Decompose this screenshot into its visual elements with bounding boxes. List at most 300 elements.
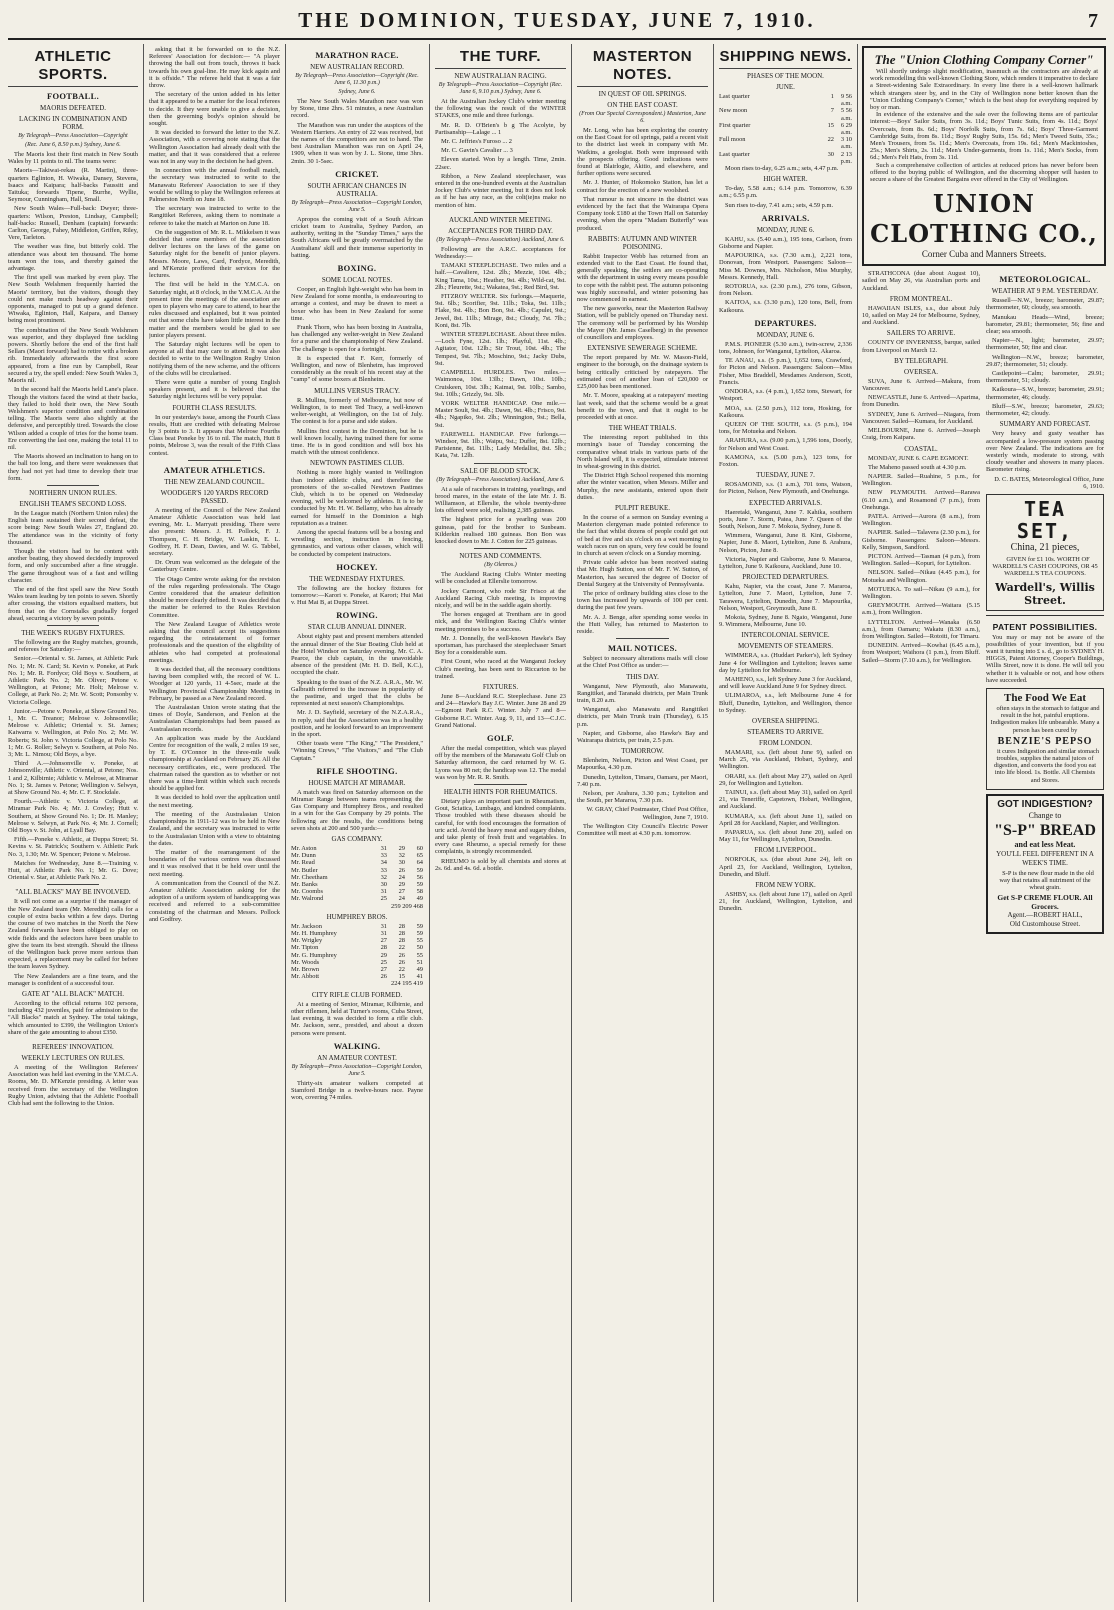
ad-brand: "S-P" BREAD <box>994 821 1096 839</box>
table-cell-name: Mr. Tipton <box>291 944 319 952</box>
table-cell-name: Last quarter <box>719 93 750 100</box>
article-paragraph: In our yesterday's issue, among the Fourth Class results, Hutt are credited with defeating Melrose by 3 points to 3. It appears that Melrose Fourths Class beat Poneke by 16 to nil. The match, Hutt 8 points, Melrose 3, was the result of the Fifth Class contest. <box>149 413 280 457</box>
table-row <box>291 937 423 944</box>
article-paragraph: Moon rises to-day, 6.25 a.m.; sets, 4.47 p.m. <box>725 165 839 173</box>
ad-headline: The Food We Eat <box>1003 691 1086 704</box>
union-clothing-advertisement <box>862 46 1106 266</box>
table-row <box>291 923 423 930</box>
masthead <box>8 4 1106 40</box>
ad-text: Such a comprehensive collection of articles at reduced prices has never before been offered to the buying public of Wellington, and the discerning shopper will hasten to secure a share of the Greatest Bargains ever offered in the City of Wellington. <box>870 161 1098 184</box>
article-paragraph: The New South Wales Marathon race was won by Stone, time 2hrs. 51 minutes, a new Australian record. <box>291 98 423 120</box>
subheading: FOOTBALL. <box>46 91 100 101</box>
table-cell-value: 50 <box>416 944 423 952</box>
article-paragraph: MAHENO, s.s., left Sydney June 3 for Auckland, and will leave Auckland June 9 for Sydney direct. <box>719 675 852 691</box>
article-paragraph: ASHBY, s.s. (left about June 17), sailed on April 21, for Auckland, Wellington, Lyttelton, and Dunedin. <box>719 891 852 913</box>
divider <box>188 460 240 461</box>
article-paragraph: The Australasian Union wrote stating that the times of Doyle, Sanderson, and Fenlon at the Australasian Championships had been passed as Australasian records. <box>149 704 280 733</box>
subheading: PROJECTED DEPARTURES. <box>742 573 829 582</box>
article-paragraph: Mr. T. Moore, speaking at a ratepayers' meeting last week, said that the scheme would be a great benefit to the town, and that it ought to be proceeded with at once. <box>577 392 708 421</box>
section-heading: THE TURF. <box>435 48 566 69</box>
article-paragraph: Speaking to the toast of the N.Z. A.R.A., Mr. W. Galbraith referred to the increase in popularity of the pastime, and urged that the clubs be represented at next season's Championships. <box>291 678 423 708</box>
sp-bread-advertisement <box>986 794 1104 935</box>
article-paragraph: The Saturday night lectures will be open to anyone at all that may care to attend. It was also decided to write to the Wellington Rugby Union notifying them of the new scheme, and the officers of the clubs will be circularised. <box>149 340 280 377</box>
byline: (By Olenros.) <box>484 562 517 569</box>
subheading: SOME LOCAL NOTES. <box>321 276 393 285</box>
weather-and-ads <box>986 270 1104 934</box>
table-cell-value: 65 <box>416 852 423 860</box>
article-paragraph: The New Zealanders are a fine team, and the manager is confident of a successful tour. <box>8 972 138 987</box>
article-paragraph: KUMARA, s.s. (left about June 1), sailed on April 28 for Auckland, Napier, and Wellington. <box>719 812 852 827</box>
subheading: REFEREES' INNOVATION. <box>32 1042 114 1051</box>
article-paragraph: Among the special features will be a boxing and wrestling section, instruction in fencing, gymnastics, and various other classes, which will be conducted by competent instructors. <box>291 528 423 558</box>
subheading: FOURTH CLASS RESULTS. <box>172 403 257 412</box>
article-paragraph: PICTON. Arrived—Tasman (4 p.m.), from Wellington. Sailed—Kopuri, for Lyttelton. <box>862 552 980 568</box>
table-cell-value: 9 56 a.m. <box>840 93 852 108</box>
article-paragraph: A meeting of the Wellington Referees' Association was held last evening in the Y.M.C.A. Rooms, Mr. D. M'Kenzie presiding. A letter was received from the secretary of the Wellington Rugby Union, advising that the Athletic Football Club had sent the following to the Union. <box>8 1063 138 1107</box>
article-paragraph: The Maoris lost their first match in New South Wales by 11 points to nil. The teams were: <box>8 151 138 166</box>
subheading: STEAMERS TO ARRIVE. <box>747 728 824 736</box>
article-paragraph: SYDNEY, June 6. Arrived—Niagara, from Vancouver. Sailed—Kumara, for Auckland. <box>862 410 980 425</box>
ad-headline: PATENT POSSIBILITIES. <box>992 621 1098 632</box>
table-cell-value: 64 <box>416 859 423 867</box>
article-paragraph: ORARI, s.s. (left about May 27), sailed on April 29, for Wellington and Lyttelton. <box>719 772 852 787</box>
article-paragraph: Kahu, Napier, via the coast, June 7. Mararoa, Lyttelton, June 7. Maori, Lyttelton, June 7. Tarawera, Lyttelton, Dunedin, June 7. Mapourika, Nelson, Westport, Greymouth, June 8. <box>719 583 852 612</box>
article-paragraph: QUEEN OF THE SOUTH, s.s. (5 p.m.), 194 tons, for Motueka and Nelson. <box>719 420 852 436</box>
article-paragraph: In connection with the annual football match, the secretary was instructed to write to the Manawatu Referees' Association to see if they would be willing to play the Wellington referees at Palmerston North on June 18. <box>149 167 280 204</box>
section-heading: WALKING. <box>333 1040 381 1051</box>
table-row <box>291 859 423 866</box>
table-cell-value: 28 <box>398 922 405 930</box>
article-paragraph: LYTTELTON. Arrived—Wanaka (6.50 a.m.), from Oamaru; Wakatu (8.30 a.m.), from Wellington. Sailed—Rotoiti, for Timaru. <box>862 618 980 640</box>
table-cell-value: 15 <box>398 973 405 981</box>
article-paragraph: KAMONA, s.s. (5.00 p.m.), 123 tons, for Foxton. <box>719 453 852 468</box>
article-paragraph: Blenheim, Nelson, Picton and West Coast, per Mapourika, 4.30 p.m. <box>577 757 708 772</box>
article-paragraph: Wanganui, also Manawatu and Rangitikei districts, per Main Trunk train (Thursday), 6.15 p.m. <box>577 706 708 728</box>
article-paragraph: First Count, who raced at the Wanganui Jockey Club's meeting, has been sent to Riccarton to be trained. <box>435 658 566 680</box>
article-paragraph: A meeting of the Council of the New Zealand Amateur Athletic Association was held last evening, Mr. L. Marryatt presiding. There were also present: Messrs. J. H. Pollock, F. J. Thompson, C. H. Bridge, W. Laskin, E. L. Godfrey, H. F. Dean, Davies, and W. G. Tabbel, secretary. <box>149 506 280 557</box>
article-paragraph: After the medal competition, which was played off by the members of the Manawatu Golf Club on Saturday afternoon, the card returned by W. G. Lyons was 80 net; the handicap was 12. The medal was won by Mr. R. R. Smith. <box>435 745 566 781</box>
ad-headline: GOT INDIGESTION? <box>997 798 1093 810</box>
article-paragraph: Napier—N., light; barometer, 29.97; thermometer, 50; fine and clear. <box>986 337 1104 352</box>
article-paragraph: TE ANAU, s.s. (5 p.m.), 1,652 tons, Crawford, for Picton and Nelson. Passengers: Saloon—Miss Fisher, Miss Braddell, Mesdames Anderson, Scott, Francis. <box>719 357 852 386</box>
article-paragraph: Mullins first contest in the Dominion, but he is well known locally, having trained there for some time. He is in good condition and will box his match with the utmost confidence. <box>291 427 423 457</box>
table-cell-value: 27 <box>380 966 387 974</box>
section-heading: MAIL NOTICES. <box>607 643 678 654</box>
table-cell-value: 28 <box>398 930 405 938</box>
table-cell-value: 55 <box>416 937 423 945</box>
ad-text: In evidence of the extensive and the sale over the following items are of particular interest:—Boys' Sailor Suits, from 3s. 11d.; Boys' Tunic Suits, from 4s. 11d.; Boys' Overcoats, from 8s. 6d.; Boys' Norfolk Suits, from 7s. 6d.; Boys' Three-Garment Cambridge Suits, from 8s. 11d.; Boys' Rugby Suits, 15s. 6d.; Men's Tweed Suits, 35s.; Men's Trousers, from 5s. 11d.; Men's Overcoats, from 19s. 6d.; Men's Mackintoshes, 25s.; Men's Shirts, 2s. 11d.; Men's Under-garments, from 1s. 11d.; Men's Socks, from 6d.; Men's Felt Hats, from 3s. 11d. <box>870 111 1098 162</box>
article-paragraph: TAINUI, s.s. (left about May 31), sailed on April 21, via Teneriffe, Capetown, Hobart, Wellington, and Auckland. <box>719 789 852 811</box>
article-paragraph: Manukau Heads—Wind, breeze; barometer, 29.81; thermometer, 56; fine and clear; sea smooth. <box>986 313 1104 336</box>
ad-text: Get S-P CREME FLOUR. All Grocers. <box>997 893 1093 912</box>
subheading: WEATHER AT 9 P.M. YESTERDAY. <box>991 287 1099 296</box>
ad-text: often stays in the stomach to fatigue and result in the hot, painful eruptions. Indigestion makes life unbearable. Many a person has been cured by <box>990 704 1100 734</box>
divider <box>616 638 668 639</box>
section-heading: METEOROLOGICAL. <box>999 274 1091 285</box>
article-paragraph: MOA, s.s. (2.50 p.m.), 112 tons, Hosking, for Kaikoura. <box>719 404 852 419</box>
article-paragraph: asking that it be forwarded on to the N.Z. Referees' Association for decision:— "A player throwing the ball out from touch, throws it back towards his own goal-line. He may kick again and it is offside." The referee held that it was a fair throw. <box>149 46 280 90</box>
article-paragraph: Mr. J. Hunter, of Hokomoko Station, has let a contract for the erection of a new woolshed. <box>577 179 708 194</box>
article-paragraph: NELSON. Sailed—Nikau (4.45 p.m.), for Motueka and Wellington. <box>862 569 980 584</box>
article-paragraph: Matches for Wednesday, June 8.—Training v. Hutt, at Athletic Park No. 1; Mr. G. Dove; Oriental v. Star, at Athletic Park No. 2. <box>8 859 138 882</box>
subheading: JUNE. <box>776 83 795 91</box>
table-cell-value: 31 <box>380 930 387 938</box>
section-heading: MARATHON RACE. <box>315 50 399 60</box>
article-paragraph: According to the official returns 102 persons, including 432 juveniles, paid for admission to the "All Blacks" match at Sydney. The total takings, which amounted to £399, the Wellington Union's share of the gate amounting to about £350. <box>8 999 138 1036</box>
table-cell-value: 26 <box>398 951 405 959</box>
column-rule <box>285 44 286 1602</box>
table-cell-name: Mr. Woods <box>291 958 320 966</box>
subheading: THE WHEAT TRIALS. <box>608 424 677 433</box>
subheading: FROM LONDON. <box>759 739 812 747</box>
ad-signature: Wardell's, Willis Street. <box>995 580 1095 607</box>
article-paragraph: It is expected that F. Kerr, formerly of Wellington, and now of Blenheim, has improved considerably as the result of his recent stay at the "camp" of some boxers at Blenheim. <box>291 354 423 384</box>
ad-headline: TEA SET, <box>1016 496 1074 543</box>
section-heading: ROWING. <box>336 610 378 621</box>
subheading: FROM MONTREAL. <box>889 294 953 303</box>
article-paragraph: Though the visitors had to be content with another beating, they showed decidedly improved form, and only succumbed after a fine struggle. The game throughout was of a fast and willing character. <box>8 547 138 584</box>
article-paragraph: ROTORUA, s.s. (2.30 p.m.), 276 tons, Gibson, from Nelson. <box>719 283 852 298</box>
table-cell-name: Mr. Jackson <box>291 922 322 930</box>
article-paragraph: The Maheno passed south at 4.30 p.m. <box>868 463 967 471</box>
team-label: HUMPHREY BROS. <box>326 912 388 921</box>
section-heading: BOXING. <box>337 263 377 274</box>
table-cell-value: 27 <box>380 937 387 945</box>
byline: (By Telegraph—Press Association) Auckland, June 6. <box>436 476 565 483</box>
column-rule <box>713 44 714 1602</box>
table-cell-value: 3 10 a.m. <box>840 136 852 151</box>
article-paragraph: PATEA. Arrived—Aurora (8 a.m.), from Wellington. <box>862 512 980 528</box>
article-paragraph: WIMMERA, s.s. (Huddart Parker's), left Sydney June 4 for Wellington and Lyttelton; leaves same day by Lyttelton for Melbourne. <box>719 652 852 674</box>
article-paragraph: Mr. J. Donnelly, the well-known Hawke's Bay sportsman, has purchased the steeplechaser Smart Boy for a considerable sum. <box>435 634 566 657</box>
table-cell-value: 5 56 a.m. <box>840 107 852 122</box>
article-paragraph: RHEUMO is sold by all chemists and stores at 2s. 6d. and 4s. 6d. a bottle. <box>435 857 566 872</box>
ad-agent: Agent.—ROBERT HALL, <box>1007 911 1083 920</box>
subheading: LACKING IN COMBINATION AND FORM. <box>19 115 127 131</box>
article-paragraph: Wimmera, Wanganui, June 8. Kini, Gisborne, Napier, June 8. Maori, Lyttelton, June 8. Arahura, Nelson, Picton, June 8. <box>719 532 852 554</box>
article-paragraph: R. Mullins, formerly of Melbourne, but now of Wellington, is to meet Ted Tracy, a well-known welter-weight, at Wellington, on the 1st of July. The contest is for a purse and side stakes. <box>291 396 423 426</box>
article-paragraph: A communication from the Council of the N.Z. Amateur Athletic Association asking for the adoption of a uniform system of handicapping was received and referred to a sub-committee consisting of the chairman and Messrs. Pollock and Godfrey. <box>149 879 280 923</box>
article-paragraph: MAMARI, s.s. (left about June 9), sailed on March 25, via Auckland, Hobart, Sydney, and Wellington. <box>719 749 852 771</box>
table-cell-value: 22 <box>827 136 834 144</box>
article-paragraph: Nothing is more highly wanted in Wellington than indoor athletic clubs, and therefore the promoters of the so-called Newtown Pastimes Club, which is to be opened on Wednesday evening, will be welcomed by athletes. It is to be conducted by Mr. H. W. Bellamy, who has already earned for himself in the Dominion a high reputation as a trainer. <box>291 469 423 527</box>
subheading: BY TELEGRAPH. <box>894 356 948 365</box>
ad-text: YOU'LL FEEL DIFFERENT IN A WEEK'S TIME. <box>996 849 1094 867</box>
subheading: COASTAL. <box>904 444 938 453</box>
subheading: THIS DAY. <box>626 672 659 681</box>
table-row <box>719 93 852 107</box>
table-cell-value: 6 29 a.m. <box>840 121 852 137</box>
article-paragraph: June 8—Auckland R.C. Steeplechase. June 23 and 24—Hawke's Bay J.C. Winter. June 28 and 29—Egmont Park R.C. Winter. July 7 and 8—Gisborne R.C. Winter. Aug. 9, 11, and 13—C.J.C. Grand National. <box>435 693 566 729</box>
article-paragraph: The New Zealand League of Athletics wrote asking that the council accept its suggestions regarding the reinstatement of former professionals and the question of the eligibility of athletes who had competed at professional meetings. <box>149 620 280 664</box>
section-heading: DEPARTURES. <box>754 317 817 328</box>
table-cell-value: 59 <box>416 922 423 930</box>
table-cell-value: 49 <box>416 895 423 903</box>
subheading: "ALL BLACKS" MAY BE INVOLVED. <box>15 888 131 897</box>
article-paragraph: New South Wales—Full-back: Dwyer; three-quarters: Wilson, Preston, Lindsay, Campbell; half-backs: Russell, Denham (captain) forwards: Carlton, George, Fahey, Middleton, Griffen, Riley, Vere, Tarleton. <box>8 205 138 242</box>
table-row <box>719 151 852 165</box>
article-paragraph: NAPIER. Sailed—Ruahine, 5 p.m., for Wellington. <box>862 472 980 488</box>
article-paragraph: It will not come as a surprise if the manager of the New Zealand team (Mr. Meredith) calls for a couple of extra backs within a few days. During the course of two matches in the North the New Zealand forwards have been obliged to play on wide fields and the selectors have been unable to give the team its best strength. Should the illness of the Wellington back prove more serious than expected, a replacement may be called for before the team leaves Sydney. <box>8 898 138 971</box>
divider <box>474 463 526 464</box>
table-row <box>291 944 423 951</box>
tea-set-advertisement <box>986 494 1104 611</box>
table-row <box>291 874 423 881</box>
table-cell-value: 60 <box>416 845 423 853</box>
ad-text: S-P is the new flour made in the old way that retains all nutriment of the wheat grain. <box>999 869 1094 892</box>
column-7 <box>862 46 1106 1602</box>
moon-phase-table <box>719 93 852 165</box>
article-paragraph: Mr. C. Gavin's Cavalier ... 3 <box>441 147 513 155</box>
subheading: CITY RIFLE CLUB FORMED. <box>311 990 403 999</box>
article-paragraph: NEWCASTLE, June 6. Arrived—Aparima, from Dunedin. <box>862 394 980 409</box>
table-row <box>291 881 423 888</box>
article-paragraph: YORK WELTER HANDICAP. One mile.—Master Soult, 9st. 4lb.; Dawn, 9st. 4lb.; Frisco, 9st. 4lb.; Ngapiko, 9st. 2lb.; Winnington, 9st.; Bella, 9st. <box>435 399 566 429</box>
article-paragraph: Kaikoura—S.W., breeze; barometer, 29.91; thermometer, 46; cloudy. <box>986 386 1104 401</box>
table-row <box>291 867 423 874</box>
divider <box>47 485 99 486</box>
article-paragraph: Fourth.—Athletic v. Victoria College, at Miramar Park No. 4; Mr. J. Cowley; Hutt v. Southern, at Show Ground No. 1; Dr. H. Manley; Melrose v. Selwyn, at Park No. 4; Mr. J. Cornell; Old Boys v. St. John, at Lyall Bay. <box>8 798 138 835</box>
section-heading: RIFLE SHOOTING. <box>316 765 398 776</box>
subheading: AUCKLAND WINTER MEETING. <box>448 215 553 224</box>
article-paragraph: Nelson, per Arahura, 3.30 p.m.; Lyttelton and the South, per Mararoa, 7.30 p.m. <box>577 790 708 805</box>
article-paragraph: Rabbit Inspector Webb has returned from an extended visit to the East Coast. He found that, generally speaking, the settlers are co-operating with the department in using every means possible to cope with the rabbit pest. The autumn poisoning was highly successful, and winter poisoning has now commenced in earnest. <box>577 252 708 304</box>
article-paragraph: The end of the first spell saw the New South Wales team leading by ten points to seven. Shortly after crossing, the visitors equalised matters, but from that on the Cornstalks gradually forged ahead, securing a victory by seven points. <box>8 585 138 622</box>
article-paragraph: GREYMOUTH. Arrived—Waitara (5.15 a.m.), from Wellington. <box>862 602 980 617</box>
article-paragraph: The following are the hockey fixtures for tomorrow:—Karori v. Poneke, at Karori; Hui Mai v. Hui Mai B, at Duppa Street. <box>291 584 423 607</box>
subheading: NOTES AND COMMENTS. <box>459 552 542 561</box>
article-paragraph: It was decided that, all the necessary conditions having been complied with, the record of W. L. Woodger at 120 yards, 11 4-5sec, made at the Wellington Provincial Championship Meeting in February, be passed as a New Zealand record. <box>149 666 280 702</box>
table-cell-value: 58 <box>416 888 423 896</box>
subheading: OVERSEA SHIPPING. <box>752 717 819 725</box>
table-total <box>291 903 423 910</box>
table-cell-name: Mr. Dunn <box>291 852 316 860</box>
table-cell-name: Mr. Abbott <box>291 973 320 981</box>
article-paragraph: An application was made by the Auckland Centre for recognition of the walk, 2 miles 19 sec, by T. E. O'Connor in the three-mile walk championship at Auckland on February 26. All the necessary certificates, etc., were produced. The chairman raised the question as to whether or not there was a time-limit within which such records should be applied for. <box>149 734 280 793</box>
byline: By Telegraph—Press Association—Copyright London, June 5. <box>291 199 423 213</box>
table-cell-value: 24 <box>398 873 405 881</box>
subheading: PHASES OF THE MOON. <box>747 72 824 80</box>
table-cell-value: 28 <box>380 944 387 952</box>
article-paragraph: A match was fired on Saturday afternoon on the Miramar Range between teams representing the Gas Company and Humphrey Bros., and resulted in a win for the Gas Company by 29 points. The following are the results, the conditions being seven shots at 200 and 500 yards:— <box>291 788 423 832</box>
divider <box>47 625 99 626</box>
article-paragraph: Junior.—Petone v. Poneke, at Show Ground No. 1, Mr. C. Treanor; Melrose v. Johnsonville; Melrose v. Athletic; Oriental v. St. James; Kaiwarra v. Wellington, at Polo No. 2; Mr. W. Roberts; St. John v. Victoria College, at Polo No. 1; Mr. G. Roller; Selwyn v. Southern, at Polo No. 3; Mr. L. Nimou; Old Boys, a bye. <box>8 707 138 759</box>
subheading: SAILERS TO ARRIVE. <box>886 329 956 338</box>
score-table <box>291 923 423 981</box>
article-paragraph: At a meeting of Senior, Miramar, Kilbirnie, and other riflemen, held at Turner's rooms, Cuba Street, last evening, it was decided to form a rifle club. Mr. Jackson, senr., presided, and about a dozen persons were present. <box>291 1000 423 1037</box>
byline: (By Telegraph—Press Association) Auckland, June 6. <box>436 236 565 243</box>
table-row <box>291 852 423 859</box>
ad-text: Will shortly undergo slight modification, inasmuch as the contractors are already at work remodelling this well-known Clothing Store, which renders it imperative to declare a Street-widening Sale Extraordinary. In every line there is a well-known hallmark which strangers steer by, and in the City of Wellington none better known than the "Union Clothing Company's Corner," which is the best shop for everything required by boy or man. <box>870 68 1098 112</box>
table-cell-value: 33 <box>380 852 387 860</box>
subheading: FIXTURES. <box>482 683 519 691</box>
article-paragraph: There were quite a number of young English speakers present, and it is believed that the Saturday night lectures will be very popular. <box>149 378 280 401</box>
subheading: NEWTOWN PASTIMES CLUB. <box>310 459 404 468</box>
byline: By Telegraph—Press Association—Copyright (Rec. June 6, 9.10 p.m.) Sydney, June 6. <box>438 82 563 95</box>
table-row <box>291 952 423 959</box>
subheading: ACCEPTANCES FOR THIRD DAY. <box>448 226 553 235</box>
article-paragraph: Mokoia, Sydney, June 8. Ngaio, Wanganui, June 9. Wimmera, Melbourne, June 10. <box>719 613 852 629</box>
article-paragraph: About eighty past and present members attended the annual dinner of the Star Boating Club held at the Hotel Windsor on Saturday evening. Mr. C. A. Pearce, the club captain, in the unavoidable absence of the president (Mr. H. D. Bell, K.C.), occupied the chair. <box>291 633 423 677</box>
section-heading: HOCKEY. <box>336 561 378 572</box>
article-paragraph: At a sale of racehorses in training, yearlings, and brood mares, in the estate of the late Mr. J. B. Williamson, at Ellerslie, the whole twenty-three lots offered were sold, realising 2,385 guineas. <box>435 485 566 515</box>
byline: By Telegraph—Press Association—Copyright London, June 5. <box>291 1063 423 1077</box>
article-paragraph: The price of ordinary building sites close to the town has increased by upwards of 100 per cent. during the past few years. <box>577 589 708 612</box>
subheading: PULPIT REBUKE. <box>614 503 671 512</box>
table-row <box>291 895 423 902</box>
table-cell-name: Mr. Walrond <box>291 895 324 903</box>
article-paragraph: At the Australian Jockey Club's winter meeting the following was the result of the WINTER STAKES, one mile and three furlongs. <box>435 98 566 120</box>
section-heading: ARRIVALS. <box>761 212 810 223</box>
table-cell-name: Mr. Cheetham <box>291 873 328 881</box>
article-paragraph: The meeting of the Australasian Union championships in 1911-12 was to be held in New Zealand, and the secretary was instructed to write to the Australasian Union with a view to obtaining the dates. <box>149 810 280 847</box>
article-paragraph: The following are the Rugby matches, grounds, and referees for Saturday:— <box>8 638 138 654</box>
article-paragraph: CAMPBELL HURDLES. Two miles.—Waimonoa, 10st. 13lb.; Dawn, 10st. 10lb.; Cruiskeen, 10st. 3lb.; Kaimai, 9st. 10lb.; Sambo, 9st. 10lb.; Grizzly, 9st. 3lb. <box>435 369 566 398</box>
subheading: NEW AUSTRALIAN RECORD. <box>310 63 404 71</box>
column-rule <box>429 44 430 1602</box>
total-value: 259 209 468 <box>391 902 423 910</box>
subheading: SUMMARY AND FORECAST. <box>999 420 1091 429</box>
table-row <box>719 122 852 136</box>
column-4 <box>435 46 566 1602</box>
article-paragraph: NAPIER. Sailed—Talavera (2.30 p.m.), for Gisborne. Passengers: Saloon—Messrs. Kelly, Simpson, Sandford. <box>862 529 980 551</box>
table-cell-name: First quarter <box>719 121 751 129</box>
table-cell-name: Full moon <box>719 136 746 144</box>
table-cell-value: 29 <box>398 845 405 853</box>
article-paragraph: STRATHCONA (due about August 10), sailed on May 26, via Australian ports and Auckland. <box>862 270 980 292</box>
total-value: 224 195 419 <box>391 980 423 988</box>
article-paragraph: NEW PLYMOUTH. Arrived—Rarawa (6.10 a.m.), and Rosamond (7 p.m.), from Onehunga. <box>862 489 980 511</box>
byline: By Telegraph—Press Association—Copyright (Rec. June 6, 11.30 p.m.) <box>295 73 419 86</box>
article-paragraph: PAPARUA, s.s. (left about June 20), sailed on May 11, for Wellington, Lyttelton, Dunedin. <box>719 829 852 844</box>
subheading: HEALTH HINTS FOR RHEUMATICS. <box>443 788 558 797</box>
article-paragraph: Russell—N.W., breeze; barometer, 29.87; thermometer, 60; cloudy, sea smooth. <box>986 297 1104 312</box>
table-row <box>291 959 423 966</box>
article-paragraph: HAWAIIAN ISLES, s.s., due about July 10, sailed on May 24 for Melbourne, Sydney, and Auckland. <box>862 304 980 327</box>
article-paragraph: The report prepared by Mr. W. Mason-Field, engineer to the borough, on the drainage system is being critically criticised by ratepayers. The estimated cost of another loan of £20,000 or £25,000 has been mentioned. <box>577 354 708 391</box>
table-cell-value: 7 <box>830 107 834 115</box>
table-cell-value: 41 <box>416 973 423 981</box>
article-paragraph: The Otago Centre wrote asking for the revision of the rules regarding professionals. The Otago Centre considered that the amateur definition should be more clearly defined. It was decided that the matter be referred to the Rules Revision Committee. <box>149 575 280 619</box>
article-paragraph: The secretary of the union added in his letter that it appeared to be a matter for the local referees to decide. It they were unable to give a decision, then the governing body's opinion should be sought. <box>149 91 280 128</box>
article-paragraph: The first spell was marked by even play. The New South Welshmen frequently harried the Maoris' territory, but the visitors, though they could not make much headway against their opponents, managed to put up a grand defence. Wiwaka, Eglinton, Hall, Kaipara, and Dansey being most prominent. <box>8 274 138 325</box>
table-cell-value: 2 13 p.m. <box>840 150 852 165</box>
column-6 <box>719 46 852 1602</box>
signature: D. C. BATES, Meteorological Office, June 6, 1910. <box>994 475 1104 490</box>
article-paragraph: Apropos the coming visit of a South African cricket team to Australia, Sydney Pardon, an authority, writing in the "Sunday Times," says the South Africans will be greatly overmatched by the Australians' skill and their immense superiority in batting. <box>291 215 423 259</box>
article-paragraph: The highest price for a yearling was 200 guineas, paid for the brother to Sunbeam. Kilderkin realised 180 guineas. Bon Bon was knocked down to Mr. J. Cotton for 225 guineas. <box>435 516 566 545</box>
table-cell-name: Mr. G. Humphrey <box>291 951 337 959</box>
article-paragraph: ROSAMOND, s.s. (1 a.m.), 701 tons, Watson, for Picton, Nelson, New Plymouth, and Onehunga. <box>719 481 852 496</box>
subheading: ENGLISH TEAM'S SECOND LOSS. <box>19 499 127 508</box>
subheading: MAORIS DEFEATED. <box>39 104 107 112</box>
subheading: FROM NEW YORK. <box>755 881 816 890</box>
article-paragraph: In the course of a sermon on Sunday evening a Masterton clergyman made pointed reference to the fact that whilst dozens of people could get out of bed at five and six o'clock on a wet morning to watch races run on spurs, very few could be found in church at seven o'clock on a Sunday morning. <box>577 513 708 557</box>
article-paragraph: The first will be held in the Y.M.C.A. on Saturday night, at 8 o'clock, in the Y.M.C.A. At the present time the meetings of the association are open to players who may care to attend, to hear the rules discussed and explained, but it was pointed out that some clubs have taken little interest in the matter and the members would be glad to see junior players present. <box>149 281 280 339</box>
table-cell-name: Mr. Coombs <box>291 888 323 896</box>
table-cell-value: 25 <box>380 958 387 966</box>
subheading: SOUTH AFRICAN CHANCES IN AUSTRALIA. <box>307 181 407 198</box>
article-paragraph: Wellington—N.W., breeze; barometer, 29.87; thermometer, 51; cloudy. <box>986 353 1104 368</box>
article-paragraph: The weather was fine, but bitterly cold. The attendance was about ten thousand. The home team won the toss, and thereby gained the advantage. <box>8 243 138 273</box>
article-paragraph: The Maoris showed an inclination to hang on to the ball too long, and there were weaknesses that they had not yet had time to develop their true form. <box>8 453 138 482</box>
article-paragraph: Frank Thorn, who has been boxing in Australia, has challenged any welter-weight in New Zealand for a purse and the championship of New Zealand. The challenge is open for a fortnight. <box>291 324 423 353</box>
subheading: WEEKLY LECTURES ON RULES. <box>21 1053 125 1062</box>
table-cell-value: 59 <box>416 881 423 889</box>
newspaper-title: THE DOMINION, TUESDAY, JUNE 7, 1910. <box>298 8 816 32</box>
table-cell-value: 26 <box>398 958 405 966</box>
subheading: THE WEEK'S RUGBY FIXTURES. <box>21 628 125 637</box>
article-paragraph: MOTUEKA. To sail—Nikau (9 a.m.), for Wellington. <box>862 585 980 600</box>
article-paragraph: The horses engaged at Trentham are in good nick, and the Wellington Racing Club's winter meeting promises to be a success. <box>435 611 566 633</box>
table-cell-value: 28 <box>398 937 405 945</box>
table-cell-value: 27 <box>398 888 405 896</box>
article-paragraph: The Wellington City Council's Electric Power Committee will meet at 4.30 p.m. tomorrow. <box>577 822 708 838</box>
article-paragraph: ULIMAROA, s.s., left Melbourne June 4 for Bluff, Dunedin, Lyttelton, and Wellington, thence to Sydney. <box>719 692 852 714</box>
ad-headline: The "Union Clothing Company Corner" <box>874 52 1094 67</box>
ad-address: Old Customhouse Street. <box>1009 920 1081 929</box>
article-paragraph: Third A.—Johnsonville v. Poneke, at Johnsonville; Athletic v. Oriental, at Petone; Nos. 1 and 2, Kilbirnie; Athletic v. Melrose, at Miramar No. 1; St. James v. Petone; Wellington v. Selwyn, at Show Ground No. 4; Mr. C. F. Stockdale. <box>8 760 138 797</box>
ad-text: You may or may not be aware of the possibilities of your invention, but if you want it turning into £ s. d., go to SYDNEY H. HIGGS, Patent Attorney, Cooper's Buildings, Willis Street, now it is done. He will tell you whether it is valuable or not, and how others have succeeded. <box>986 633 1104 684</box>
subheading: HIGH WATER. <box>763 175 808 184</box>
ad-text: GIVEN for £1 10s. WORTH OF WARDELL'S CASH COUPONS, OR 45 WARDELL'S TEA COUPONS. <box>992 555 1098 578</box>
section-heading: ATHLETIC SPORTS. <box>8 48 138 87</box>
divider <box>47 1039 99 1040</box>
article-paragraph: The District High School reopened this morning after the winter vacation, when Messrs. Miller and Murphy, the new assistants, entered upon their duties. <box>577 472 708 501</box>
table-row <box>719 107 852 121</box>
table-cell-value: 31 <box>380 888 387 896</box>
subheading: MOVEMENTS OF STEAMERS. <box>737 642 834 651</box>
article-paragraph: Eleven started. Won by a length. Time, 2min. 22sec. <box>435 156 566 171</box>
subheading: ON THE EAST COAST. <box>607 101 678 109</box>
article-paragraph: P.M.S. PIONEER (5.30 a.m.), twin-screw, 2,336 tons, Johnson, for Wanganui, Lyttelton, Akaroa. <box>719 340 852 356</box>
table-cell-name: Last quarter <box>719 150 750 158</box>
section-heading: GOLF. <box>487 733 514 744</box>
table-cell-name: Mr. H. Humphrey <box>291 930 337 938</box>
pepso-advertisement <box>986 688 1104 790</box>
article-paragraph: Dunedin, Lyttelton, Timaru, Oamaru, per Maori, 7.40 p.m. <box>577 773 708 788</box>
table-cell-value: 22 <box>398 944 405 952</box>
subheading: NEW AUSTRALIAN RACING. <box>454 72 547 80</box>
article-paragraph: Mr. J. D. Sayfield, secretary of the N.Z.A.R.A., in reply, said that the Association was in a healthy position, and he looked forward to an improvement in the sport. <box>291 709 423 738</box>
article-paragraph: The new gasworks, near the Masterton Railway Station, will be publicly opened on Thursday next. The ceremony will be performed by his Worship the Mayor (Mr. James Caselberg) in the presence of councillors and employees. <box>577 305 708 342</box>
table-cell-value: 22 <box>398 966 405 974</box>
table-cell-value: 32 <box>380 873 387 881</box>
article-paragraph: FITZROY WELTER. Six furlongs.—Maquerie, 9st. 6lb.; Scorifier, 9st. 11lb.; Toka, 9st. 11lb.; Flake, 9st. 4lb.; Bon Bon, 9st. 4lb.; Capulet, 9st.; Jewel, 8st. 11lb.; Mirage, 8st.; Cloudy, 7st. 7lb.; Koni, 8st. 7lb. <box>435 293 566 329</box>
byline: By Telegraph—Press Association—Copyright <box>18 133 128 139</box>
article-paragraph: Mr. R. D. O'Brien's b g The Acolyte, by Partisanship—Lalage ... 1 <box>435 121 566 136</box>
subheading: HOUSE MATCH AT MIRAMAR. <box>308 778 406 787</box>
table-cell-name: Mr. Brown <box>291 966 320 974</box>
table-row <box>291 973 423 980</box>
table-row <box>291 966 423 973</box>
table-cell-value: 30 <box>827 150 834 158</box>
column-rule <box>857 44 858 1602</box>
article-paragraph: The Marathon was run under the auspices of the Western Harriers. An entry of 22 was received, but the names of the competitors are not to hand. The best Australian Marathon was run on April 24, 1909, when it was won by J. L. Stone, time 3hrs. 2min. 30 1-5sec. <box>291 121 423 165</box>
divider <box>474 212 526 213</box>
table-cell-name: Mr. Banks <box>291 881 318 889</box>
section-heading: AMATEUR ATHLETICS. <box>163 464 266 475</box>
divider <box>47 884 99 885</box>
ad-address: Corner Cuba and Manners Streets. <box>921 249 1047 260</box>
table-cell-value: 49 <box>416 966 423 974</box>
article-paragraph: Mr. Long, who has been exploring the country on the East Coast for oil springs, paid a recent visit to the district last week in company with Mr. Watkins, a geologist. Both were impressed with the prospects offering. Good indications were found at Blairlogie, Akitio, and elsewhere, and further options were secured. <box>577 127 708 178</box>
article-paragraph: KAHU, s.s. (5.40 a.m.), 195 tons, Carlson, from Gisborne and Napier. <box>719 235 852 251</box>
table-cell-value: 15 <box>827 121 834 129</box>
article-paragraph: Mr. A. J. Benge, after spending some weeks in the Hutt Valley, has returned to Masterton to reside. <box>577 613 708 635</box>
subheading: RABBITS: AUTUMN AND WINTER POISONING. <box>588 234 697 251</box>
table-cell-value: 24 <box>398 895 405 903</box>
